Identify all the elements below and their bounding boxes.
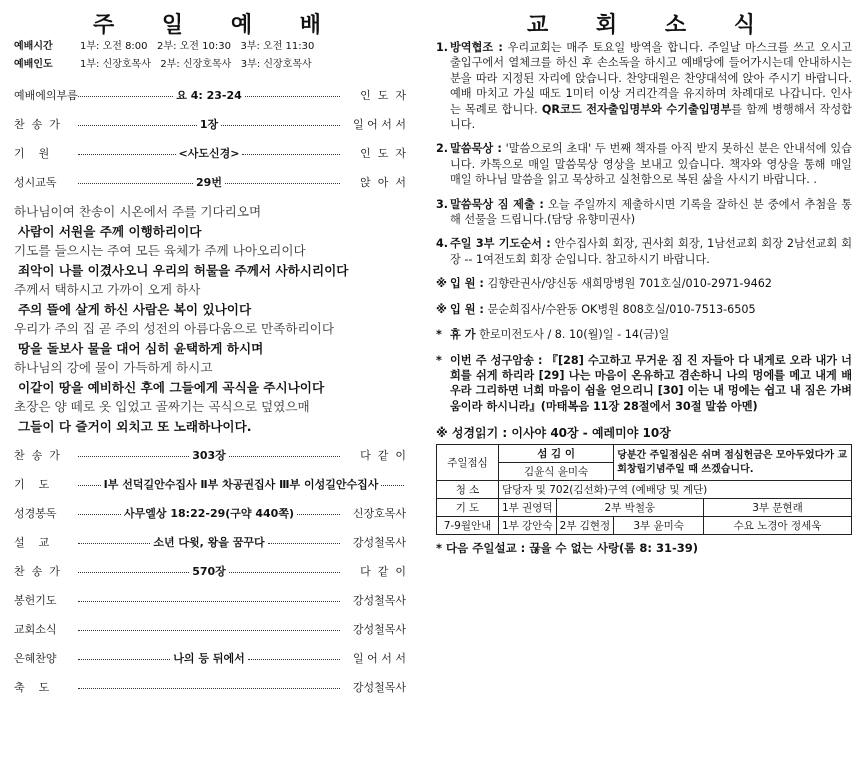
dot-leader xyxy=(78,601,340,602)
memory-verse xyxy=(436,353,852,415)
order-label: 교회소식 xyxy=(14,622,57,636)
order-top-list xyxy=(14,80,406,196)
dot-leader xyxy=(78,659,170,660)
cleaning-label: 청 소 xyxy=(437,481,499,499)
order-person: 신장호목사 xyxy=(352,506,407,520)
order-person: 일 어 서 서 xyxy=(353,117,406,131)
order-row xyxy=(14,80,406,109)
news-item-text: 오늘 주일까지 제출하시면 기록을 잘하신 분 중에서 추첨을 통해 선물을 드립니다.(담당 유향미권사) xyxy=(450,197,852,227)
order-label: 축 도 xyxy=(14,680,50,694)
dot-leader xyxy=(221,125,340,126)
reading-line-leader: 주께서 택하시고 가까이 오게 하사 xyxy=(14,282,201,297)
order-label: 성시교독 xyxy=(14,175,57,189)
order-row xyxy=(14,614,406,643)
dot-leader xyxy=(78,125,197,126)
lunch-team: 섬 김 이 xyxy=(499,445,614,463)
guide-1: 1부 강안숙 xyxy=(499,517,557,535)
order-label: 찬 송 가 xyxy=(14,117,60,131)
order-content: Ⅰ부 선덕길안수집사 Ⅱ부 차공권집사 Ⅲ부 이성길안수집사 xyxy=(103,477,379,491)
news-item-heading: 말씀묵상 : xyxy=(450,142,502,156)
worship-order-column xyxy=(14,8,406,701)
order-person: 인 도 자 xyxy=(360,88,406,102)
news-items xyxy=(436,40,852,267)
worship-time-label: 예배시간 xyxy=(14,41,53,52)
news-note xyxy=(436,327,852,342)
worship-time-row xyxy=(14,38,406,56)
dot-leader xyxy=(229,572,340,573)
dot-leader xyxy=(381,485,404,486)
note-text: 김향란권사/양신동 새희망병원 701호실/010-2971-9462 xyxy=(483,277,772,291)
lunch-names: 김윤식 윤미숙 xyxy=(499,463,614,481)
order-row xyxy=(14,643,406,672)
reading-line-leader: 기도를 들으시는 주여 모든 육체가 주께 나아오리이다 xyxy=(14,243,306,258)
order-content: 303장 xyxy=(192,448,226,462)
news-item-number: 3. xyxy=(436,197,449,211)
lunch-label: 주일점심 xyxy=(437,445,499,481)
prayer-1: 1부 권영덕 xyxy=(499,499,557,517)
order-row xyxy=(14,109,406,138)
dot-leader xyxy=(268,543,340,544)
order-row xyxy=(14,585,406,614)
note-heading: 입 원 : xyxy=(450,277,484,291)
church-news-column xyxy=(436,8,852,556)
news-item-number: 4. xyxy=(436,237,449,251)
church-news-title: 교 회 소 식 xyxy=(527,12,775,38)
order-row xyxy=(14,440,406,469)
order-person: 앉 아 서 xyxy=(360,175,406,189)
note-heading: 입 원 : xyxy=(450,302,484,316)
news-item xyxy=(436,197,852,228)
dot-leader xyxy=(78,572,189,573)
order-bottom-list xyxy=(14,440,406,701)
order-person: 강성철목사 xyxy=(352,622,406,636)
dot-leader xyxy=(245,96,340,97)
reading-line-congregation: 땅을 돌보사 물을 대어 심히 윤택하게 하시며 xyxy=(18,340,264,356)
order-label: 성경봉독 xyxy=(14,506,57,520)
order-label: 은혜찬양 xyxy=(14,651,57,665)
news-note xyxy=(436,302,852,317)
dot-leader xyxy=(78,456,189,457)
dot-leader xyxy=(242,154,340,155)
prayer-label: 기 도 xyxy=(437,499,499,517)
order-label: 기 도 xyxy=(14,477,50,491)
worship-title: 주 일 예 배 xyxy=(93,12,341,38)
news-item-emphasis: QR코드 전자출입명부와 수기출입명부 xyxy=(541,102,732,116)
note-mark: ※ xyxy=(436,277,447,291)
reading-line-leader: 우리가 주의 집 곧 주의 성전의 아름다움으로 만족하리이다 xyxy=(14,321,334,336)
worship-leader-value: 1부: 신장호목사 2부: 신장호목사 3부: 신장호목사 xyxy=(80,59,312,70)
dot-leader xyxy=(78,630,340,631)
reading-line-congregation: 그들이 다 즐거이 외치고 또 노래하나이다. xyxy=(18,418,252,434)
dot-leader xyxy=(78,154,176,155)
news-item-body xyxy=(450,197,852,228)
order-person: 다 같 이 xyxy=(360,564,406,578)
dot-leader xyxy=(248,659,340,660)
note-mark: ※ xyxy=(436,302,447,316)
news-item xyxy=(436,40,852,132)
order-row xyxy=(14,498,406,527)
order-label: 봉헌기도 xyxy=(14,593,57,607)
order-row xyxy=(14,167,406,196)
order-content: 570장 xyxy=(192,564,226,578)
note-mark: * xyxy=(436,328,442,342)
lunch-note: 당분간 주일점심은 쉬며 점심헌금은 모아두었다가 교회창립기념주일 때 쓰겠습니다. xyxy=(614,445,852,481)
news-item xyxy=(436,236,852,267)
service-table xyxy=(436,444,852,535)
news-item-heading: 방역협조 : xyxy=(450,41,503,54)
news-notes xyxy=(436,276,852,342)
note-body xyxy=(450,327,669,342)
news-item-body xyxy=(450,236,852,267)
news-item-body xyxy=(450,40,852,132)
reading-line-leader: 하나님이여 찬송이 시온에서 주를 기다리오며 xyxy=(14,204,262,219)
guide-label: 7-9월안내 xyxy=(437,517,499,535)
dot-leader xyxy=(78,543,150,544)
reading-line-congregation: 죄악이 나를 이겼사오니 우리의 허물을 주께서 사하시리이다 xyxy=(18,262,349,278)
order-person: 일 어 서 서 xyxy=(353,651,407,665)
worship-leader-row xyxy=(14,56,406,74)
news-item-text: '말씀으로의 초대' 두 번째 책자를 아직 받지 못하신 분은 안내석에 있습니다. 카톡으로 매일 말씀묵상 영상을 보내고 있습니다. 책자와 영상을 통해 매일 매일 하나님 말씀을 읽고 묵상하고 실천함으로 복된 삶을 사시기 바랍니다. . xyxy=(450,142,852,187)
dot-leader xyxy=(78,514,121,515)
order-content: <사도신경> xyxy=(178,146,240,160)
order-row xyxy=(14,556,406,585)
order-row xyxy=(14,672,406,701)
note-heading: 휴 가 xyxy=(450,328,476,342)
order-content: 1장 xyxy=(199,117,219,131)
order-content: 사무엘상 18:22-29(구약 440쪽) xyxy=(124,506,294,520)
order-label: 찬 송 가 xyxy=(14,448,60,462)
order-row xyxy=(14,469,406,498)
order-label: 설 교 xyxy=(14,535,50,549)
cleaning-value: 담당자 및 702(김선화)구역 (예배당 및 계단) xyxy=(499,481,852,499)
memory-verse-mark: * xyxy=(436,353,442,367)
dot-leader xyxy=(297,514,340,515)
news-item-heading: 말씀묵상 짐 제출 : xyxy=(450,197,544,211)
guide-4: 수요 노경아 정세욱 xyxy=(704,517,852,535)
dot-leader xyxy=(78,485,101,486)
memory-verse-text: 이번 주 성구암송 : 『[28] 수고하고 무거운 짐 진 자들아 다 내게로 오라 내가 너희를 쉬게 하리라 [29] 나는 마음이 온유하고 겸손하니 나의 멍에를 메고 내게 배우라 그리하면 너희 마음이 쉼을 얻으리니 [30] 이는 내 멍에는 쉽고 내 짐은 가벼움이라 하시니라』(마태복음 11장 28절에서 30절 말씀 아멘) xyxy=(450,353,852,413)
dot-leader xyxy=(229,456,340,457)
order-content: 나의 등 뒤에서 xyxy=(173,651,245,665)
note-body xyxy=(450,276,772,291)
worship-time-value: 1부: 오전 8:00 2부: 오전 10:30 3부: 오전 11:30 xyxy=(80,41,315,52)
news-item-number: 1. xyxy=(436,41,449,54)
note-text: 한로미전도사 / 8. 10(월)일 - 14(금)일 xyxy=(475,328,670,342)
note-text: 문순희집사/수완동 OK병원 808호실/010-7513-6505 xyxy=(483,302,756,316)
order-row xyxy=(14,138,406,167)
news-item xyxy=(436,141,852,187)
news-item-body xyxy=(450,141,852,187)
order-person: 강성철목사 xyxy=(352,535,406,549)
order-row xyxy=(14,527,406,556)
prayer-2: 2부 박철웅 xyxy=(556,499,703,517)
order-label: 예배에의부름 xyxy=(14,88,78,102)
news-item-heading: 주일 3부 기도순서 : xyxy=(450,237,551,251)
responsive-reading xyxy=(14,202,406,436)
guide-3: 3부 윤미숙 xyxy=(614,517,704,535)
order-content: 요 4: 23-24 xyxy=(176,88,242,102)
dot-leader xyxy=(225,183,340,184)
reading-line-congregation: 주의 뜰에 살게 하신 사람은 복이 있나이다 xyxy=(18,301,252,317)
news-item-text: 우리교회는 매주 토요일 방역을 합니다. 주일날 마스크를 쓰고 오시고 출입구에서 열체크를 하신 후 손소독을 하시고 예배당에 들어가시는데 안내하시는 분을 따라 지정된 자리에 앉습니다. 찬양대원은 찬양대석에 앉아 주시기 바랍니다. 예배 마치고 가실 때도 1미터 이상 거리간격을 유지하며 차례대로 나갑니다. 인사는 목례로 합니다. xyxy=(450,41,852,116)
reading-line-congregation: 이같이 땅을 예비하신 후에 그들에게 곡식을 주시나이다 xyxy=(18,379,325,395)
dot-leader xyxy=(78,96,173,97)
reading-line-congregation: 사람이 서원을 주께 이행하리이다 xyxy=(18,223,202,239)
bible-reading: ※ 성경읽기 : 이사야 40장 - 예레미야 10장 xyxy=(436,426,671,441)
next-sermon: * 다음 주일설교 : 끊을 수 없는 사랑(롬 8: 31-39) xyxy=(436,541,699,556)
news-note xyxy=(436,276,852,291)
order-person: 강성철목사 xyxy=(352,593,406,607)
note-body xyxy=(450,302,756,317)
order-label: 기 원 xyxy=(14,146,50,160)
news-item-tail: 를 함께 병행해서 작성합니다. xyxy=(450,102,852,132)
prayer-3: 3부 문현래 xyxy=(704,499,852,517)
order-person: 강성철목사 xyxy=(352,680,406,694)
order-person: 인 도 자 xyxy=(360,146,406,160)
guide-2: 2부 김현정 xyxy=(556,517,614,535)
order-content: 29번 xyxy=(196,175,222,189)
reading-line-leader: 하나님의 강에 물이 가득하게 하시고 xyxy=(14,360,213,375)
dot-leader xyxy=(78,688,340,689)
order-person: 다 같 이 xyxy=(360,448,406,462)
worship-leader-label: 예배인도 xyxy=(14,59,53,70)
order-label: 찬 송 가 xyxy=(14,564,60,578)
news-item-text: 안수집사회 회장, 권사회 회장, 1남선교회 회장 2남선교회 회장 -- 1여전도회 회장 순입니다. 참고하시기 바랍니다. xyxy=(450,237,852,266)
dot-leader xyxy=(78,183,193,184)
order-content: 소년 다윗, 왕을 꿈꾸다 xyxy=(153,535,265,549)
news-item-number: 2. xyxy=(436,142,449,156)
reading-line-leader: 초장은 양 떼로 옷 입었고 골짜기는 곡식으로 덮였으매 xyxy=(14,399,310,414)
